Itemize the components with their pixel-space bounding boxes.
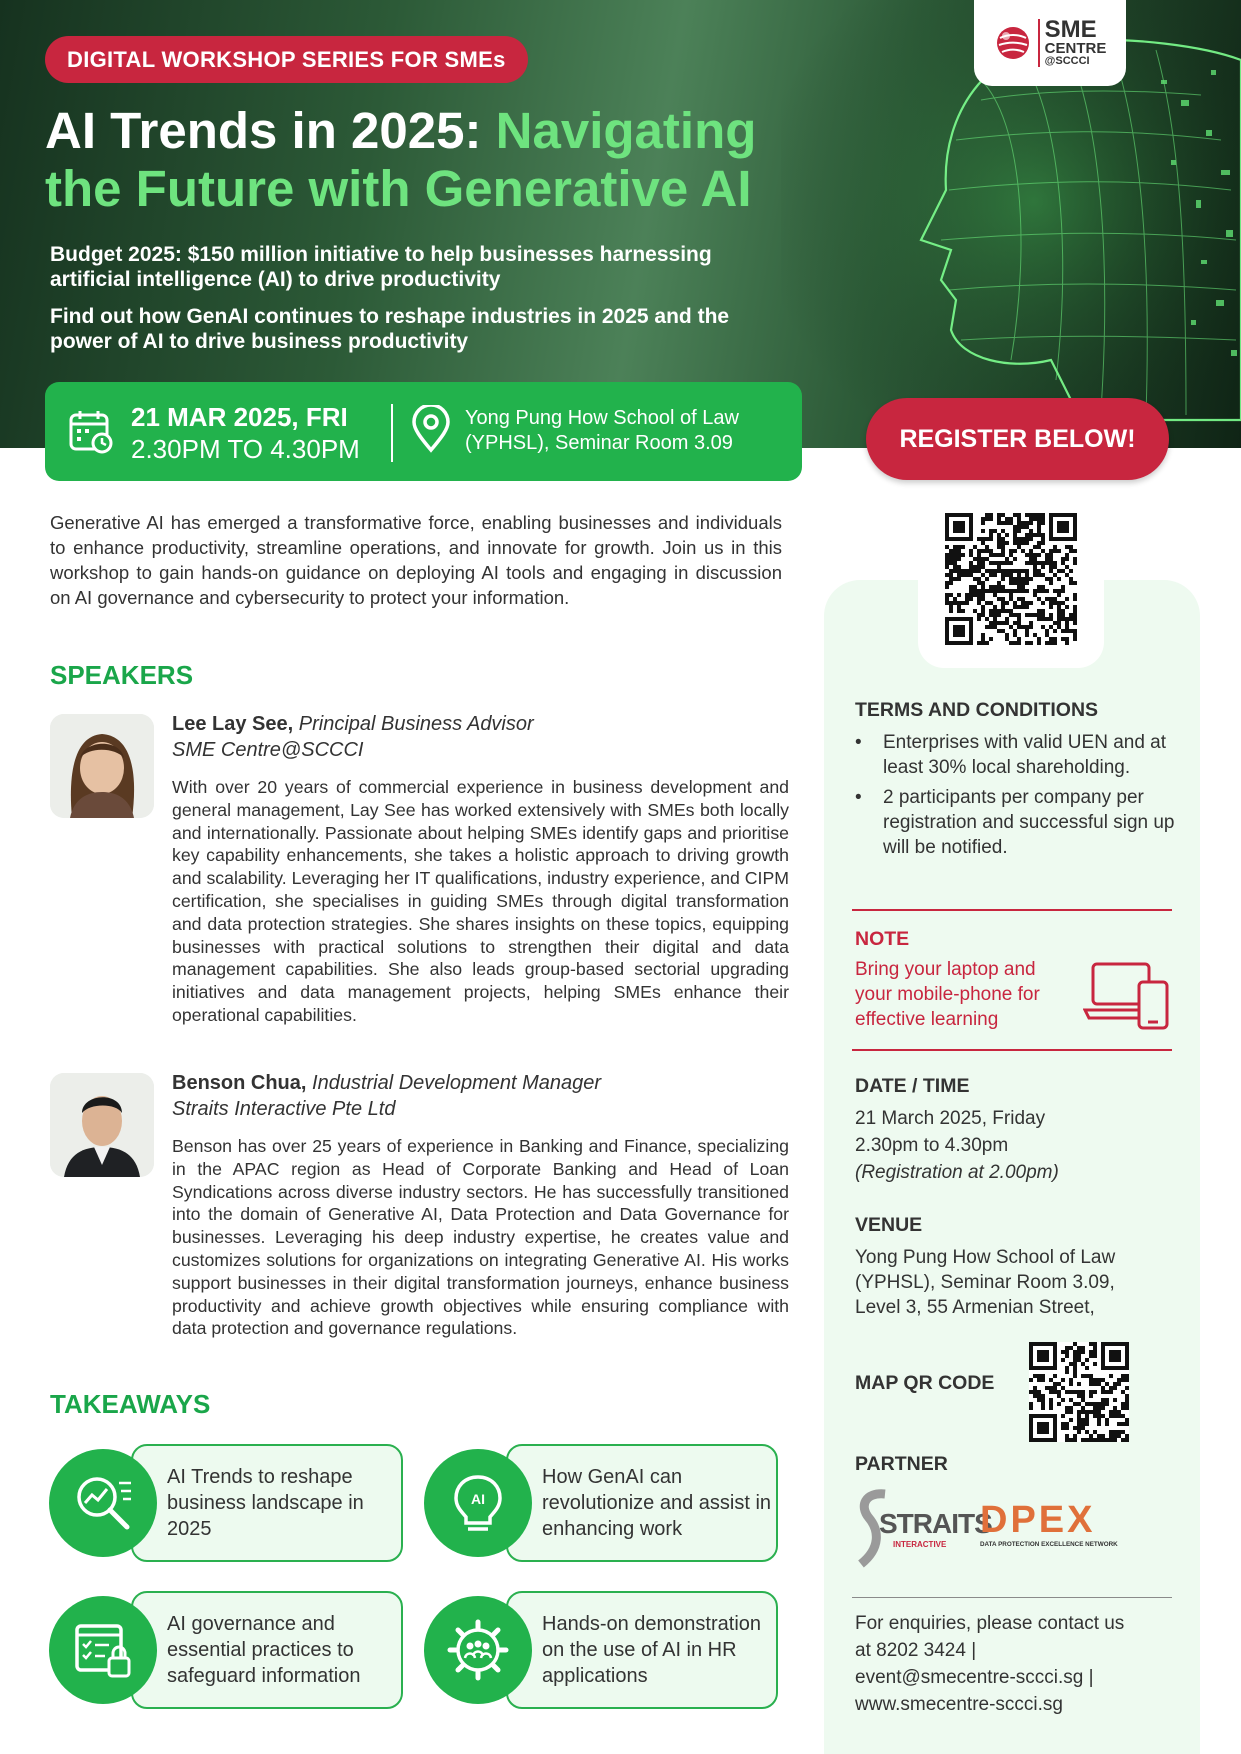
lead-budget: Budget 2025: $150 million initiative to help businesses harnessing artificial intelligence (AI) to drive productivity xyxy=(50,243,712,291)
takeaway-text: AI Trends to reshape business landscape in 2025 xyxy=(167,1466,364,1540)
venue-line-1: Yong Pung How School of Law xyxy=(465,407,739,429)
terms-heading: TERMS AND CONDITIONS xyxy=(855,699,1099,721)
checklist-lock-icon xyxy=(71,1618,135,1682)
event-venue xyxy=(465,406,739,456)
datetime-line: 2.30pm to 4.30pm xyxy=(855,1135,1009,1156)
datetime-line: 21 March 2025, Friday xyxy=(855,1108,1046,1129)
register-button[interactable]: REGISTER BELOW! xyxy=(866,398,1169,480)
speaker-lee-bio: With over 20 years of commercial experience in business development and general management, Lay See has worked extensively with SMEs both locally and internationally. Passionate about helping SMEs identify gaps and prioritise key capability enhancements, she takes a holistic approach to driving growth and scalability. Leveraging her IT qualifications, industry experience, and CIPM certification, she specialises in guiding SMEs through digital transformation and data protection strategies. She shares insights on these topics, equipping businesses with practical solutions to strengthen their digital and data management capabilities. She also leads group-based sectorial upgrading initiatives and data management projects, helping SMEs enhance their operational capabilities. xyxy=(172,777,789,1025)
takeaway-text: How GenAI can revolutionize and assist in enhancing work xyxy=(542,1466,772,1540)
svg-text:AI: AI xyxy=(471,1491,485,1507)
takeaway-item xyxy=(49,1591,404,1709)
venue-heading: VENUE xyxy=(855,1214,923,1236)
logo-line-1: SME xyxy=(1044,16,1097,43)
straits-sub: INTERACTIVE xyxy=(893,1540,947,1549)
registration-qr-code[interactable] xyxy=(945,513,1077,645)
enquiry-website[interactable]: www.smecentre-sccci.sg xyxy=(855,1694,1063,1715)
speakers-heading: SPEAKERS xyxy=(50,660,194,690)
event-time: 2.30PM TO 4.30PM xyxy=(131,434,360,464)
sme-centre-logo xyxy=(974,0,1126,86)
straits-wordmark: STRAITS xyxy=(879,1508,992,1539)
venue-line-2: (YPHSL), Seminar Room 3.09 xyxy=(465,432,733,454)
terms-list xyxy=(855,730,1175,860)
datetime-heading: DATE / TIME xyxy=(855,1075,970,1097)
enquiry-line: For enquiries, please contact us xyxy=(855,1613,1125,1634)
title-plain: AI Trends in 2025: xyxy=(45,102,496,159)
logo-line-2: CENTRE xyxy=(1044,40,1107,57)
enquiry-email[interactable]: event@smecentre-sccci.sg | xyxy=(855,1667,1094,1688)
gear-people-icon xyxy=(446,1618,510,1682)
takeaway-icon-badge xyxy=(424,1596,532,1704)
speaker-benson-title xyxy=(172,1070,601,1122)
dpex-logo xyxy=(980,1501,1130,1551)
takeaway-item xyxy=(424,1444,779,1562)
dpex-wordmark: DPEX xyxy=(980,1499,1096,1541)
divider-red xyxy=(852,1049,1172,1051)
enquiry-phone[interactable]: at 8202 3424 | xyxy=(855,1640,977,1661)
venue-line: (YPHSL), Seminar Room 3.09, xyxy=(855,1272,1115,1293)
speaker-org: Straits Interactive Pte Ltd xyxy=(172,1098,396,1120)
location-pin-icon xyxy=(410,405,452,453)
speaker-benson-bio: Benson has over 25 years of experience in Banking and Finance, specializing in the APAC region as Head of Corporate Banking and Head of Loan Syndications across diverse industry sectors. He has successfully transitioned into the domain of Generative AI, Data Protection and Data Governance for businesses. Leveraging his deep industry expertise, he creates value and customizes solutions for organizations on integrating Generative AI. His works support businesses in their digital transformation journeys, enhance business productivity and achieve growth objectives while ensuring compliance with data protection and governance regulations. xyxy=(172,1136,789,1339)
speaker-role: Industrial Development Manager xyxy=(312,1072,602,1094)
intro-paragraph: Generative AI has emerged a transformative force, enabling businesses and individuals to enhance productivity, streamline operations, and innovate for growth. Join us in this workshop to gain hands-on guidance on deploying AI tools and engaging in discussion on AI governance and cybersecurity to protect your information. xyxy=(50,512,782,608)
takeaway-text: Hands-on demonstration on the use of AI in HR applications xyxy=(542,1613,762,1687)
event-date: 21 MAR 2025, FRI xyxy=(131,402,348,432)
takeaways-heading: TAKEAWAYS xyxy=(50,1389,211,1419)
takeaway-icon-badge xyxy=(49,1449,157,1557)
speaker-name: Benson Chua, xyxy=(172,1072,307,1094)
map-qr-code[interactable] xyxy=(1029,1342,1129,1442)
title-highlight: Navigating the Future with Generative AI xyxy=(45,102,757,217)
event-info-bar xyxy=(45,382,802,481)
datetime-section xyxy=(855,1074,1175,1185)
note-heading: NOTE xyxy=(855,928,910,950)
calendar-clock-icon xyxy=(68,408,114,454)
terms-item: • 2 participants per company per registration and successful sign up will be notified. xyxy=(855,785,1175,860)
info-divider xyxy=(391,404,393,462)
registration-time: (Registration at 2.00pm) xyxy=(855,1162,1059,1183)
venue-line: Yong Pung How School of Law xyxy=(855,1247,1116,1268)
speaker-photo-benson xyxy=(50,1073,154,1177)
venue-section xyxy=(855,1213,1175,1320)
avatar xyxy=(50,714,154,818)
terms-item: • Enterprises with valid UEN and at least 30% local shareholding. xyxy=(855,730,1175,780)
takeaway-item xyxy=(49,1444,404,1562)
speaker-lee-title xyxy=(172,711,534,763)
dpex-sub: DATA PROTECTION EXCELLENCE NETWORK xyxy=(980,1541,1118,1548)
partner-heading: PARTNER xyxy=(855,1453,948,1475)
magnifier-chart-icon xyxy=(71,1471,135,1535)
sme-globe-icon xyxy=(994,24,1032,62)
speaker-org: SME Centre@SCCCI xyxy=(172,739,364,761)
terms-section xyxy=(855,698,1175,865)
enquiry-section xyxy=(855,1610,1175,1718)
logo-line-3: @SCCCI xyxy=(1044,55,1090,67)
divider-red xyxy=(852,909,1172,911)
event-title xyxy=(45,102,805,218)
speaker-role: Principal Business Advisor xyxy=(298,713,534,735)
note-text: Bring your laptop and your mobile-phone for effective learning xyxy=(855,959,1040,1030)
map-qr-label: MAP QR CODE xyxy=(855,1372,995,1394)
divider-gray xyxy=(852,1597,1172,1598)
straits-interactive-logo xyxy=(855,1488,992,1570)
avatar xyxy=(50,1073,154,1177)
logo-wordmark xyxy=(1038,16,1107,67)
ai-bulb-icon xyxy=(446,1471,510,1535)
lead-genai: Find out how GenAI continues to reshape industries in 2025 and the power of AI to drive business productivity xyxy=(50,305,730,353)
speaker-name: Lee Lay See, xyxy=(172,713,294,735)
takeaway-item xyxy=(424,1591,779,1709)
takeaway-icon-badge xyxy=(49,1596,157,1704)
laptop-phone-icon xyxy=(1083,960,1171,1032)
venue-line: Level 3, 55 Armenian Street, xyxy=(855,1297,1095,1318)
speaker-photo-lee xyxy=(50,714,154,818)
takeaway-text: AI governance and essential practices to safeguard information xyxy=(167,1613,361,1687)
takeaway-icon-badge xyxy=(424,1449,532,1557)
series-badge: DIGITAL WORKSHOP SERIES FOR SMEs xyxy=(45,36,528,83)
